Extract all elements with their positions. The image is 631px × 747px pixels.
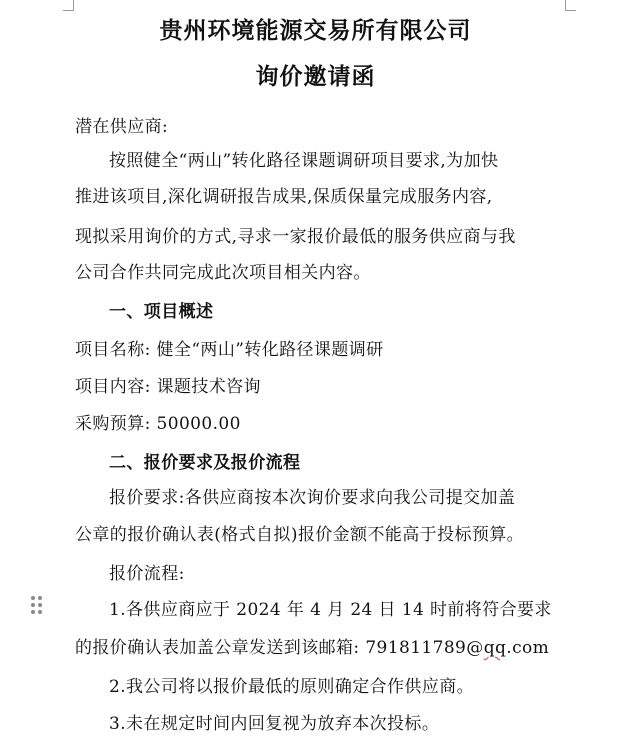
page-corner-mark-right — [565, 0, 576, 11]
page-corner-mark-left — [63, 0, 74, 11]
step-2: 2.我公司将以报价最低的原则确定合作供应商。 — [109, 677, 475, 697]
step-3: 3.未在规定时间内回复视为放弃本次投标。 — [109, 714, 440, 734]
requirement-line: 报价要求:各供应商按本次询价要求向我公司提交加盖 — [109, 488, 516, 508]
document-subtitle: 询价邀请函 — [255, 64, 376, 90]
drag-handle-icon[interactable] — [31, 596, 43, 616]
section-heading-overview: 一、项目概述 — [109, 302, 214, 322]
intro-line: 按照健全“两山”转化路径课题调研项目要求,为加快 — [109, 151, 499, 171]
step-1-line: 1.各供应商应于 2024 年 4 月 24 日 14 时前将符合要求 — [109, 600, 552, 620]
email-suffix: .com — [506, 638, 550, 658]
email-domain: qq — [483, 638, 507, 658]
process-label: 报价流程: — [109, 564, 185, 584]
project-content: 项目内容: 课题技术咨询 — [75, 377, 261, 397]
requirement-line: 公章的报价确认表(格式自拟)报价金额不能高于投标预算。 — [75, 525, 525, 545]
step-1-text: 的报价确认表加盖公章发送到该邮箱: 791811789@ — [75, 638, 484, 658]
section-heading-quotation: 二、报价要求及报价流程 — [109, 453, 301, 473]
procurement-budget: 采购预算: 50000.00 — [75, 414, 241, 434]
intro-line: 公司合作共同完成此次项目相关内容。 — [75, 263, 371, 283]
project-name: 项目名称: 健全“两山”转化路径课题调研 — [75, 340, 384, 360]
salutation: 潜在供应商: — [75, 117, 169, 137]
intro-line: 推进该项目,深化调研报告成果,保质保量完成服务内容, — [75, 187, 493, 207]
intro-line: 现拟采用询价的方式,寻求一家报价最低的服务供应商与我 — [75, 227, 516, 247]
document-title: 贵州环境能源交易所有限公司 — [159, 18, 472, 44]
step-1-line — [75, 637, 549, 659]
